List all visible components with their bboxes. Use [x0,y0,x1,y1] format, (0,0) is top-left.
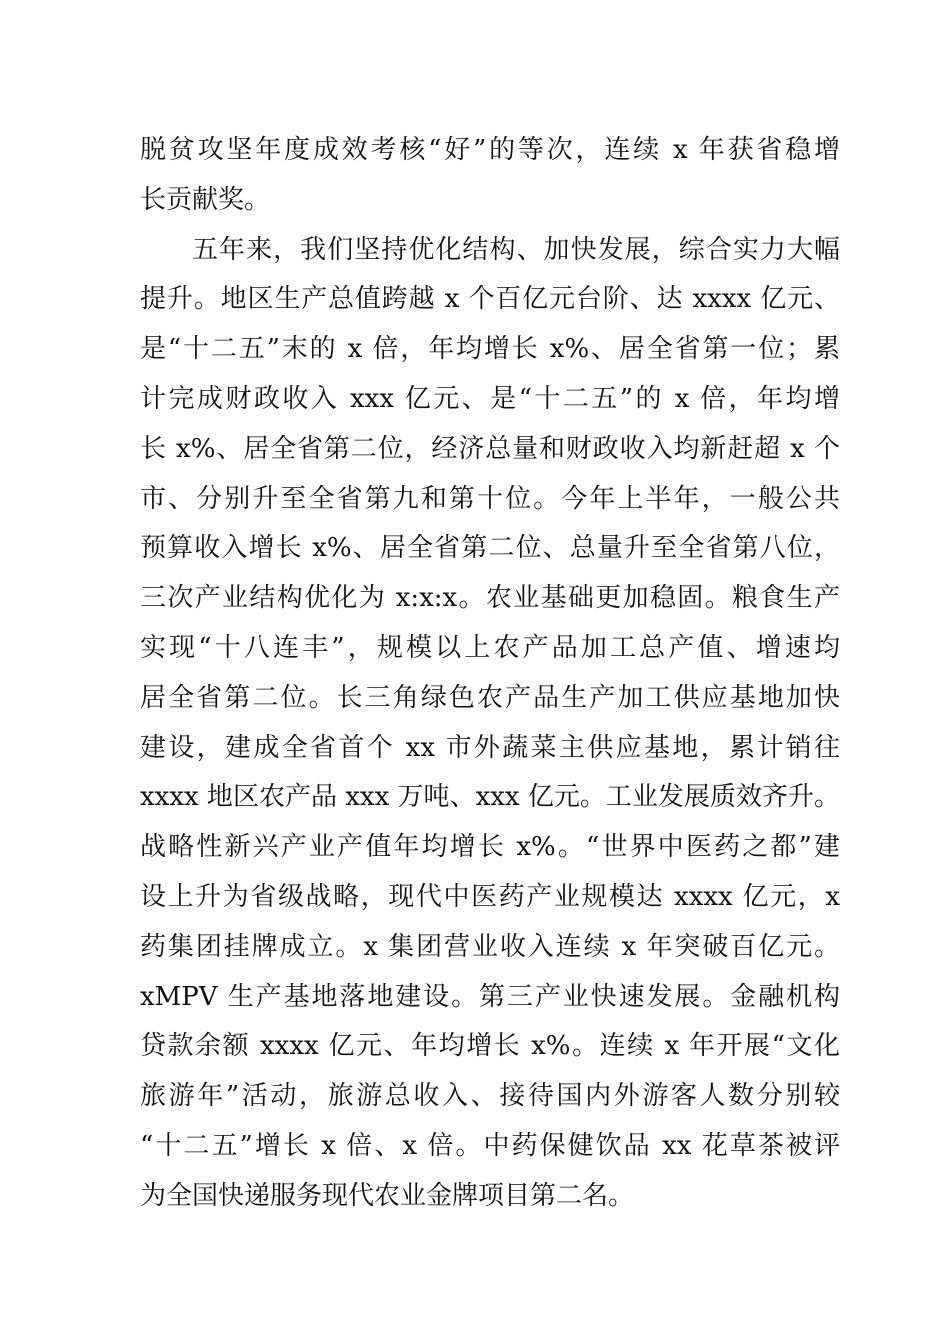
paragraph-2 [140,226,840,1222]
text-line: 市、分别升至全省第九和第十位。今年上半年，一般公共 [140,483,840,514]
text-line: xMPV 生产基地落地建设。第三产业快速发展。金融机构 [140,981,840,1012]
text-line: 建设，建成全省首个 xx 市外蔬菜主供应基地，累计销往 [140,732,840,763]
body-text [140,126,840,1222]
text-line: 脱贫攻坚年度成效考核“好”的等次，连续 x 年获省稳增 [140,135,840,165]
text-line: xxxx 地区农产品 xxx 万吨、xxx 亿元。工业发展质效齐升。 [140,782,840,813]
text-line: 三次产业结构优化为 x:x:x。农业基础更加稳固。粮食生产 [140,583,840,614]
text-line: 旅游年”活动，旅游总收入、接待国内外游客人数分别较 [140,1081,840,1112]
text-line: 五年来，我们坚持优化结构、加快发展，综合实力大幅 [192,234,840,265]
text-line: 实现“十八连丰”，规模以上农产品加工总产值、增速均 [140,632,840,663]
text-line: 计完成财政收入 xxx 亿元、是“十二五”的 x 倍，年均增 [140,383,840,414]
text-line: 设上升为省级战略，现代中医药产业规模达 xxxx 亿元，x [140,881,840,912]
text-line: 为全国快递服务现代农业金牌项目第二名。 [140,1180,635,1211]
text-line: 居全省第二位。长三角绿色农产品生产加工供应基地加快 [140,682,840,713]
text-line: 预算收入增长 x%、居全省第二位、总量升至全省第八位， [140,533,840,564]
text-line: 战略性新兴产业产值年均增长 x%。“世界中医药之都”建 [140,832,840,863]
text-line: 药集团挂牌成立。x 集团营业收入连续 x 年突破百亿元。 [140,931,840,962]
text-line: 是“十二五”末的 x 倍，年均增长 x%、居全省第一位；累 [140,334,840,365]
text-line: 提升。地区生产总值跨越 x 个百亿元台阶、达 xxxx 亿元、 [140,284,840,315]
paragraph-1 [140,126,840,226]
text-line: 贷款余额 xxxx 亿元、年均增长 x%。连续 x 年开展“文化 [140,1031,840,1062]
text-line: 长贡献奖。 [140,184,271,215]
text-line: “十二五”增长 x 倍、x 倍。中药保健饮品 xx 花草茶被评 [140,1130,840,1161]
text-line: 长 x%、居全省第二位，经济总量和财政收入均新赶超 x 个 [140,433,840,464]
